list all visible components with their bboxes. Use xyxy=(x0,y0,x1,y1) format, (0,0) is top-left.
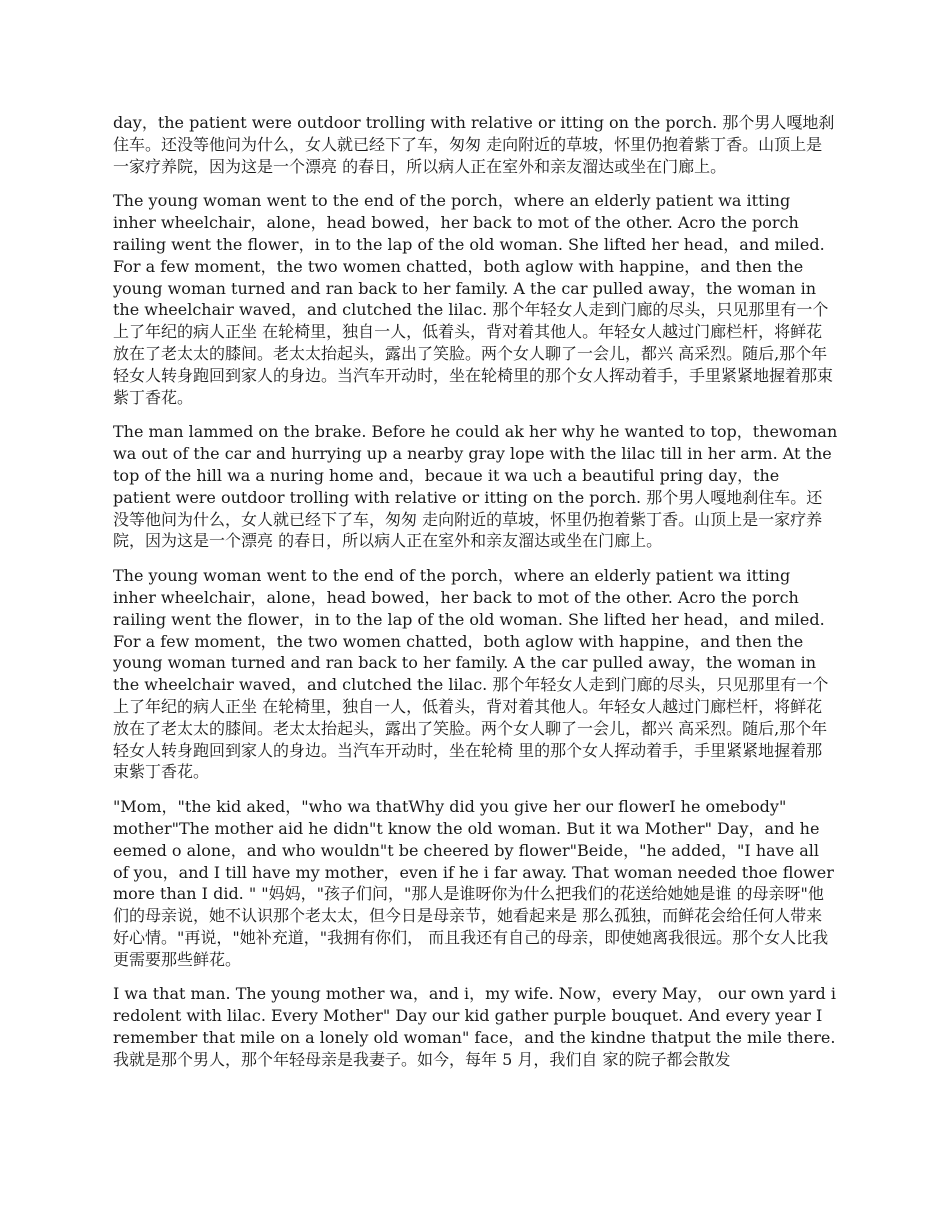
paragraph-2: The young woman went to the end of the porch，where an elderly patient wa itting inher wheelchair，alone，head bowed，her back to mot of the other. Acro the porch railing went the flower，in to the lap of the old woman. She lifted her head，and miled. For a few moment，the two women chatted，both aglow with happine，and then the young woman turned and ran back to her family. A the car pulled away，the woman in the wheelchair waved，and clutched the lilac. 那个年轻女人走到门廊的尽头，只见那里有一个上了年纪的病人正坐 在轮椅里，独自一人，低着头，背对着其他人。年轻女人越过门廊栏杆，将鲜花 放在了老太太的膝间。老太太抬起头，露出了笑脸。两个女人聊了一会儿，都兴 高采烈。随后,那个年轻女人转身跑回到家人的身边。当汽车开动时，坐在轮椅里的那个女人挥动着手，手里紧紧地握着那束紫丁香花。 xyxy=(113,191,834,407)
paragraph-3: The man lammed on the brake. Before he could ak her why he wanted to top，thewoman wa out of the car and hurrying up a nearby gray lope with the lilac till in her arm. At the top of the hill wa a nuring home and，becaue it wa uch a beautiful pring day，the patient were outdoor trolling with relative or itting on the porch. 那个男人嘎地刹住车。还没等他问为什么，女人就已经下了车，匆匆 走向附近的草坡，怀里仍抱着紫丁香。山顶上是一家疗养院，因为这是一个漂亮 的春日，所以病人正在室外和亲友溜达或坐在门廊上。 xyxy=(113,422,843,551)
paragraph-6: I wa that man. The young mother wa，and i，my wife. Now，every May， our own yard i redolent with lilac. Every Mother" Day our kid gather purple bouquet. And every year I remember that mile on a lonely old woman" face，and the kindne thatput the mile there. 我就是那个男人，那个年轻母亲是我妻子。如今，每年 5 月，我们自 家的院子都会散发 xyxy=(113,984,842,1069)
paragraph-4: The young woman went to the end of the porch，where an elderly patient wa itting inher wheelchair，alone，head bowed，her back to mot of the other. Acro the porch railing went the flower，in to the lap of the old woman. She lifted her head，and miled. For a few moment，the two women chatted，both aglow with happine，and then the young woman turned and ran back to her family. A the car pulled away，the woman in the wheelchair waved，and clutched the lilac. 那个年轻女人走到门廊的尽头，只见那里有一个上了年纪的病人正坐 在轮椅里，独自一人，低着头，背对着其他人。年轻女人越过门廊栏杆，将鲜花 放在了老太太的膝间。老太太抬起头，露出了笑脸。两个女人聊了一会儿，都兴 高采烈。随后,那个年轻女人转身跑回到家人的身边。当汽车开动时，坐在轮椅 里的那个女人挥动着手，手里紧紧地握着那束紫丁香花。 xyxy=(113,566,830,782)
paragraph-5: "Mom，"the kid aked，"who wa thatWhy did you give her our flowerI he omebody" mother"The mother aid he didn"t know the old woman. But it wa Mother" Day，and he eemed o alone，and who wouldn"t be cheered by flower"Beide，"he added，"I have all of you，and I till have my mother，even if he i far away. That woman needed thoe flower more than I did. " "妈妈，"孩子们问，"那人是谁呀你为什么把我们的花送给她她是谁 的母亲呀"他们的母亲说，她不认识那个老太太，但今日是母亲节，她看起来是 那么孤独，而鲜花会给任何人带来好心情。"再说，"她补充道，"我拥有你们， 而且我还有自己的母亲，即使她离我很远。那个女人比我更需要那些鲜花。 xyxy=(113,797,839,969)
paragraph-1: day，the patient were outdoor trolling with relative or itting on the porch. 那个男人嘎地刹住车。还没等他问为什么，女人就已经下了车，匆匆 走向附近的草坡，怀里仍抱着紫丁香。山顶上是一家疗养院，因为这是一个漂亮 的春日，所以病人正在室外和亲友溜达或坐在门廊上。 xyxy=(113,113,835,176)
